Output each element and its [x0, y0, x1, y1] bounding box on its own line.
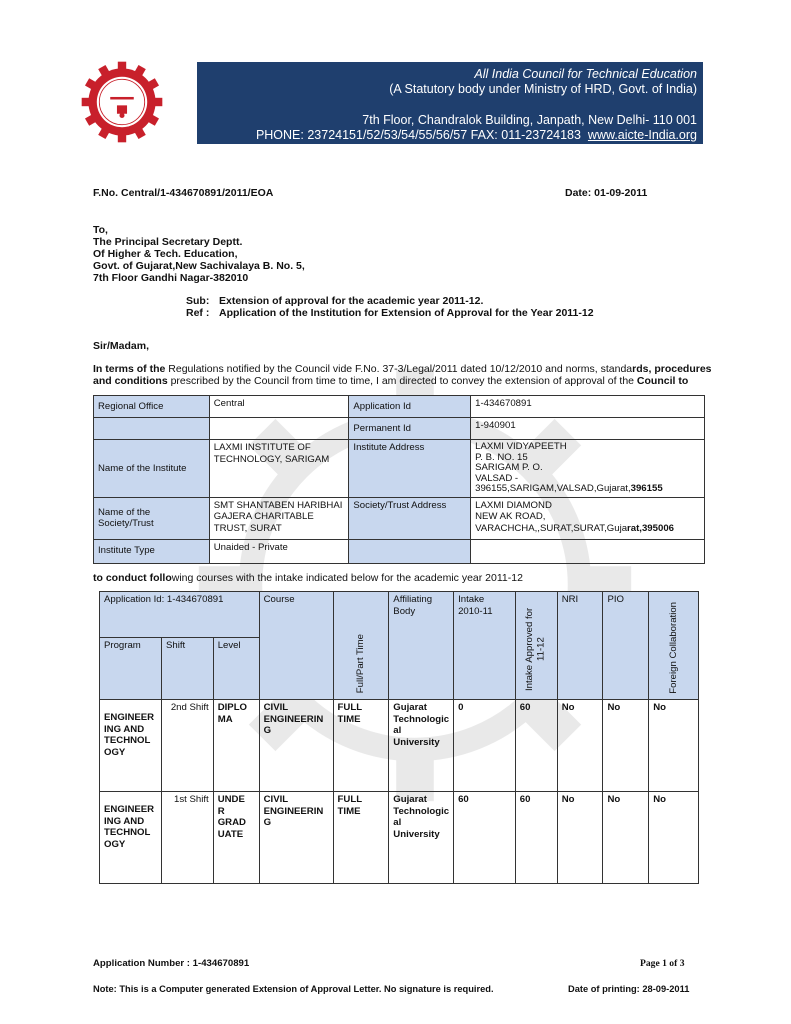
society-address-label: Society/Trust Address [349, 497, 471, 539]
addressee-line: Govt. of Gujarat,New Sachivalaya B. No. 5, [93, 260, 305, 272]
nri-header: NRI [557, 592, 603, 700]
application-number: Application Number : 1-434670891 [93, 958, 250, 969]
text-line: ING AND [104, 815, 145, 827]
institute-details-table [93, 395, 705, 564]
application-id-value: 1-434670891 [471, 396, 705, 418]
nri-cell: No [557, 792, 603, 884]
website-link[interactable]: www.aicte-India.org [587, 128, 697, 142]
text-line: ENGINEER [104, 712, 155, 723]
table-row [94, 497, 705, 539]
text-line: UATE [217, 828, 244, 840]
intake-approved-header [515, 592, 557, 700]
text-line: ENGINEER [104, 804, 155, 815]
shift-cell: 1st Shift [161, 792, 213, 884]
sub-label: Sub: [186, 295, 210, 307]
level-header: Level [213, 638, 259, 700]
text-line: UNDE [217, 794, 245, 805]
text-line: SMT SHANTABEN HARIBHAI [213, 499, 343, 511]
text-line: FULL [337, 794, 363, 805]
org-name: All India Council for Technical Education [474, 67, 697, 81]
intake-cell: 0 [454, 700, 516, 792]
text-line: Society/Trust [98, 518, 154, 529]
text-line: 2010-11 [458, 605, 493, 617]
addressee-line: Of Higher & Tech. Education, [93, 248, 238, 260]
empty-cell [349, 539, 471, 563]
text-line: TECHNOL [104, 827, 151, 838]
printing-date: Date of printing: 28-09-2011 [568, 984, 690, 994]
foreign-cell: No [649, 792, 699, 884]
text-line: ING AND [104, 723, 145, 735]
permanent-id-label: Permanent Id [349, 418, 471, 440]
permanent-id-value: 1-940901 [471, 418, 705, 440]
text-line: TECHNOL [104, 735, 151, 746]
level-cell [213, 792, 259, 884]
header-text: Intake Approved for 11-12 [524, 606, 547, 691]
para-segment: Regulations notified by the Council vide F.No. 37-3/Legal/2011 dated 10/12/2010 and norms, standa [168, 363, 633, 375]
empty-cell [94, 418, 210, 440]
header-banner [197, 62, 703, 144]
text-line: TIME [337, 713, 361, 725]
pio-cell: No [603, 700, 649, 792]
phone-fax: PHONE: 23724151/52/53/54/55/56/57 FAX: 011-23724183 [255, 128, 581, 142]
letter-date: Date: 01-09-2011 [565, 187, 648, 199]
shift-header: Shift [161, 638, 213, 700]
intake-cell: 60 [454, 792, 516, 884]
body-paragraph-line-1 [93, 363, 712, 375]
text-line: Intake [458, 594, 485, 605]
text-line: Affiliating [393, 594, 433, 605]
institute-type-label: Institute Type [94, 539, 210, 563]
text-line: TECHNOLOGY, SARIGAM [213, 453, 330, 465]
addressee-line: 7th Floor Gandhi Nagar-382010 [93, 272, 249, 284]
addressee-line: The Principal Secretary Deptt. [93, 236, 243, 248]
to-label: To, [93, 224, 108, 236]
computer-generated-note: Note: This is a Computer generated Extension of Approval Letter. No signature is required. [93, 984, 494, 994]
text-segment: VARACHCHA,,SURAT,SURAT,Guja [475, 522, 628, 534]
para-segment: Council to [636, 375, 689, 387]
society-name-value [209, 497, 349, 539]
text-line: NEW AK ROAD, [475, 511, 546, 522]
text-line [475, 523, 700, 535]
full-part-cell [333, 792, 389, 884]
salutation: Sir/Madam, [93, 340, 150, 352]
statutory-line: (A Statutory body under Ministry of HRD, Govt. of India) [389, 82, 697, 96]
intake-approved-cell: 60 [515, 792, 557, 884]
shift-cell: 2nd Shift [161, 700, 213, 792]
para-segment: prescribed by the Council from time to time, I am directed to convey the extension of approval of the [170, 375, 634, 387]
table-row [94, 418, 705, 440]
text-line: G [263, 817, 272, 828]
text-segment: wing courses with the intake indicated below for the academic year 2011-12 [171, 572, 523, 584]
course-cell [259, 700, 333, 792]
institute-name-label: Name of the Institute [94, 440, 210, 498]
text-line: al University [393, 725, 440, 748]
regional-office-label: Regional Office [94, 396, 210, 418]
text-line: DIPLO [217, 702, 248, 713]
text-line: TIME [337, 805, 361, 817]
text-line: LAXMI DIAMOND [475, 499, 552, 511]
text-line: R [217, 805, 225, 817]
text-line: GRAD [217, 817, 246, 828]
table-row [94, 396, 705, 418]
course-header: Course [259, 592, 333, 700]
text-line: Technologic [393, 713, 450, 725]
nri-cell: No [557, 700, 603, 792]
conduct-courses-line [93, 572, 523, 584]
para-segment: rds, procedures [632, 363, 712, 375]
application-id-header: Application Id: 1-434670891 [100, 592, 260, 638]
pio-header: PIO [603, 592, 649, 700]
text-line: Body [393, 605, 416, 617]
text-line: G [263, 725, 272, 736]
reference-text: Application of the Institution for Extension of Approval for the Year 2011-12 [219, 307, 594, 319]
table-header-row [100, 592, 699, 638]
subject-text: Extension of approval for the academic year 2011-12. [219, 295, 484, 307]
para-segment: In terms of the [93, 363, 166, 375]
empty-cell [471, 539, 705, 563]
text-line: LAXMI VIDYAPEETH [475, 441, 567, 452]
text-segment: to conduct follo [93, 572, 172, 584]
table-row [94, 440, 705, 498]
text-segment: 396155,SARIGAM,VALSAD,Gujarat, [475, 483, 631, 494]
full-part-time-header [333, 592, 389, 700]
body-paragraph-line-2 [93, 375, 703, 387]
intake-2010-header [454, 592, 516, 700]
text-line: SARIGAM P. O. [475, 462, 543, 473]
institute-address-value [471, 440, 705, 498]
text-line: OGY [104, 746, 126, 758]
affiliating-cell [389, 792, 454, 884]
text-line [475, 484, 700, 495]
text-line: LAXMI INSTITUTE OF [213, 442, 311, 453]
text-line: TRUST, SURAT [213, 522, 282, 534]
affiliating-body-header [389, 592, 454, 700]
affiliating-cell [389, 700, 454, 792]
empty-cell [209, 418, 349, 440]
table-row [100, 792, 699, 884]
text-line: GAJERA CHARITABLE [213, 511, 314, 522]
text-line: Gujarat [393, 702, 427, 713]
foreign-collaboration-header [649, 592, 699, 700]
file-number: F.No. Central/1-434670891/2011/EOA [93, 187, 274, 199]
aicte-logo-icon [80, 60, 164, 144]
society-address-value [471, 497, 705, 539]
contact-line [256, 128, 697, 142]
institute-name-value [209, 440, 349, 498]
address-line: 7th Floor, Chandralok Building, Janpath, New Delhi- 110 001 [362, 113, 697, 127]
society-name-label [94, 497, 210, 539]
page-number: Page 1 of 3 [640, 958, 685, 969]
ref-label: Ref : [186, 307, 210, 319]
text-line: FULL [337, 702, 363, 713]
text-line: P. B. NO. 15 [475, 451, 528, 463]
foreign-cell: No [649, 700, 699, 792]
text-line: CIVIL [263, 794, 289, 805]
header-text: Foreign Collaboration [667, 601, 679, 694]
intake-approved-cell: 60 [515, 700, 557, 792]
text-line: al University [393, 817, 440, 840]
header-text: Full/Part Time [355, 634, 367, 694]
text-line: OGY [104, 838, 126, 850]
table-row [94, 539, 705, 563]
text-line: Name of the [98, 506, 151, 518]
institute-address-label: Institute Address [349, 440, 471, 498]
text-segment: 396155 [630, 483, 663, 494]
course-cell [259, 792, 333, 884]
regional-office-value: Central [209, 396, 349, 418]
level-cell [213, 700, 259, 792]
text-line: ENGINEERIN [263, 805, 324, 817]
table-row [100, 700, 699, 792]
application-id-label: Application Id [349, 396, 471, 418]
program-cell [100, 700, 162, 792]
full-part-cell [333, 700, 389, 792]
text-line: Gujarat [393, 794, 427, 805]
text-line: ENGINEERIN [263, 713, 324, 725]
text-line: Technologic [393, 805, 450, 817]
institute-type-value: Unaided - Private [209, 539, 349, 563]
program-cell [100, 792, 162, 884]
program-header: Program [100, 638, 162, 700]
text-segment: rat,395006 [627, 522, 674, 534]
text-line: MA [217, 713, 233, 725]
text-line: VALSAD - [475, 472, 519, 484]
courses-table [99, 591, 699, 884]
para-segment: and conditions [93, 375, 168, 387]
pio-cell: No [603, 792, 649, 884]
text-line: CIVIL [263, 702, 289, 713]
